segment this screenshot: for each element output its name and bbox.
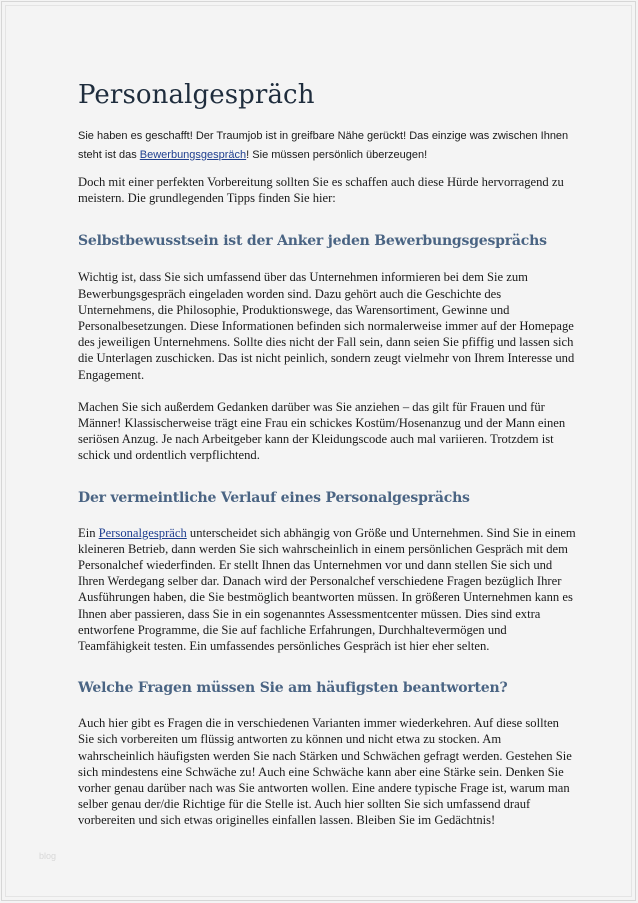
section-paragraph: [78, 525, 578, 655]
lead-paragraph: Doch mit einer perfekten Vorbereitung sollten Sie es schaffen auch diese Hürde hervorragend zu meistern. Die grundlegenden Tipps finden Sie hier:: [78, 175, 564, 206]
section-paragraph: Wichtig ist, dass Sie sich umfassend über das Unternehmen informieren bei dem Sie zum Bewerbungsgespräch eingeladen worden sind. Dazu gehört auch die Geschichte des Unternehmens, die Philosophie, Produktionswege, das Warensortiment, Gewinne und Personalbesetzungen. Diese Informationen befinden sich normalerweise immer auf der Homepage des jeweiligen Unternehmens. Sollte dies nicht der Fall sein, dann seien Sie pfiffig und lassen sich die Unterlagen zuschicken. Das ist nicht peinlich, sondern zeugt vielmehr von Ihrem Interesse und Engagement.: [78, 270, 575, 382]
paragraph-text-before-link: Ein: [78, 525, 99, 540]
intro-text-before-link: Sie haben es geschafft! Der Traumjob ist in greifbare Nähe gerückt! Das einzige was zwischen Ihnen steht ist das: [78, 130, 569, 161]
section-selbstbewusstsein: [78, 231, 578, 463]
intro-text-after-link: ! Sie müssen persönlich überzeugen!: [246, 149, 428, 161]
section-heading: Selbstbewusstsein ist der Anker jeden Bewerbungsgesprächs: [78, 233, 547, 250]
intro-paragraph: [78, 127, 578, 165]
watermark-text: blog: [39, 851, 57, 861]
document-title: Personalgespräch: [78, 80, 315, 110]
personalgespraech-link[interactable]: Personalgespräch: [98, 525, 187, 540]
section-heading: Welche Fragen müssen Sie am häufigsten beantworten?: [78, 680, 508, 697]
paragraph-text-after-link: unterscheidet sich abhängig von Größe und Unternehmen. Sind Sie in einem kleineren Betrieb, dann werden Sie sich wahrscheinlich in einem persönlichen Gespräch mit dem Personalchef wiederfinden. Er stellt Ihnen das Unternehmen vor und dann stellen Sie sich und Ihren Werdegang selber dar. Danach wird der Personalchef verschiedene Fragen bezüglich Ihrer Ausführungen haben, die Sie bestmöglich beantworten müssen. In größeren Unternehmen kann es Ihnen aber passieren, dass Sie in ein sogenanntes Assessmentcenter müssen. Dies sind extra entworfene Programme, die Sie auf fachliche Erfahrungen, Durchhaltevermögen und Teamfähigkeit testen. Ein umfassendes persönliches Gespräch ist hier eher selten.: [78, 525, 576, 654]
section-verlauf: [78, 488, 578, 655]
section-paragraph: Auch hier gibt es Fragen die in verschiedenen Varianten immer wiederkehren. Auf diese sollten Sie sich vorbereiten um flüssig antworten zu können und nicht etwa zu stocken. Am wahrscheinlich häufigsten werden Sie nach Stärken und Schwächen gefragt werden. Gestehen Sie sich mindestens eine Schwäche zu! Auch eine Schwäche kann aber eine Stärke sein. Denken Sie vorher genau darüber nach was Sie antworten wollen. Eine andere typische Frage ist, warum man selber genau der/die Richtige für die Stelle ist. Auch hier sollten Sie sich umfassend drauf vorbereiten und sich etwas originelles einfallen lassen. Bleiben Sie im Gedächtnis!: [78, 716, 572, 828]
section-paragraph: Machen Sie sich außerdem Gedanken darüber was Sie anziehen – das gilt für Frauen und für Männer! Klassischerweise trägt eine Frau ein schickes Kostüm/Hosenanzug und der Mann einen seriösen Anzug. Je nach Arbeitgeber kann der Kleidungscode auch mal variieren. Trotzdem ist schick und ordentlich verpflichtend.: [78, 399, 566, 463]
section-fragen: [78, 678, 578, 828]
bewerbungsgespraech-link[interactable]: Bewerbungsgespräch: [139, 149, 247, 161]
section-heading: Der vermeintliche Verlauf eines Personalgesprächs: [78, 489, 470, 506]
document-content: [78, 76, 578, 829]
